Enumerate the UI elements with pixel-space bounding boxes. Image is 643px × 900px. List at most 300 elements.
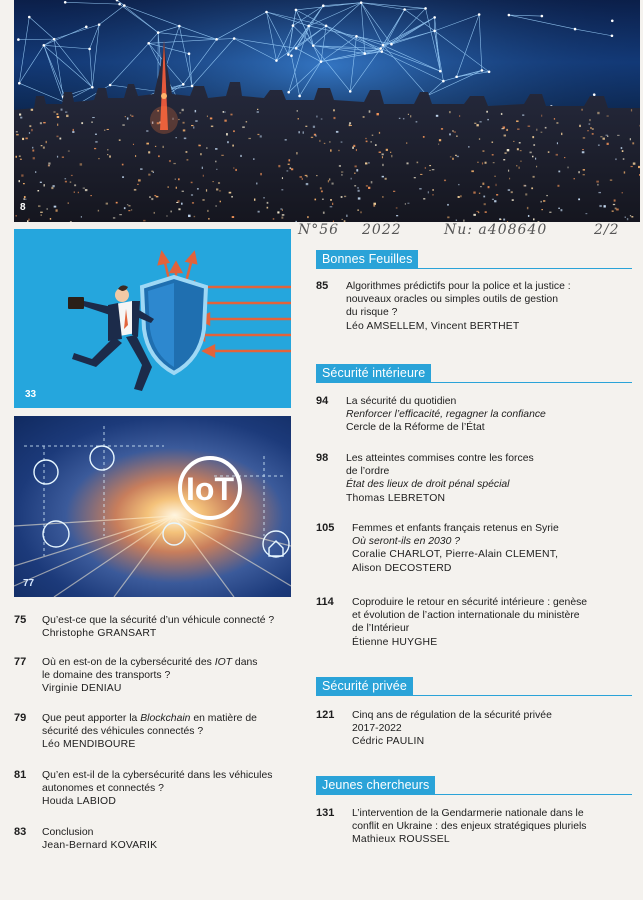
network-node bbox=[17, 38, 20, 41]
city-light bbox=[368, 187, 370, 189]
network-node bbox=[28, 16, 31, 19]
city-light bbox=[457, 156, 459, 157]
network-node bbox=[191, 85, 194, 88]
city-light bbox=[95, 141, 97, 142]
city-light bbox=[371, 141, 372, 142]
city-light bbox=[73, 129, 74, 131]
city-light bbox=[186, 151, 188, 153]
city-light bbox=[403, 118, 404, 119]
city-light bbox=[543, 200, 545, 202]
city-light bbox=[321, 118, 323, 119]
toc-page-number: 85 bbox=[316, 280, 329, 292]
city-light bbox=[173, 163, 175, 164]
city-light bbox=[333, 117, 335, 119]
city-network-illustration bbox=[14, 0, 640, 222]
toc-entry[interactable] bbox=[14, 826, 304, 856]
city-light bbox=[560, 209, 562, 211]
city-light bbox=[517, 148, 519, 150]
city-light bbox=[456, 220, 457, 221]
city-light bbox=[500, 219, 502, 220]
toc-entry[interactable] bbox=[316, 709, 636, 753]
city-light bbox=[365, 138, 366, 139]
toc-author: Étienne HUYGHE bbox=[352, 636, 438, 648]
city-light bbox=[322, 199, 324, 200]
city-light bbox=[131, 209, 132, 210]
city-light bbox=[83, 188, 85, 189]
city-light bbox=[171, 211, 172, 213]
city-light bbox=[122, 164, 124, 166]
city-light bbox=[625, 217, 626, 218]
city-light bbox=[548, 151, 550, 153]
city-light bbox=[52, 185, 54, 187]
city-light bbox=[306, 176, 308, 177]
city-light bbox=[503, 159, 505, 160]
city-light bbox=[454, 131, 456, 132]
city-light bbox=[557, 185, 559, 187]
city-light bbox=[349, 125, 351, 126]
city-light bbox=[356, 169, 358, 171]
city-light bbox=[487, 119, 489, 120]
network-node bbox=[360, 1, 363, 4]
city-light bbox=[80, 163, 82, 165]
network-node bbox=[85, 26, 88, 29]
city-light bbox=[192, 202, 194, 203]
toc-page-number: 98 bbox=[316, 452, 329, 464]
city-light bbox=[341, 171, 343, 172]
city-light bbox=[61, 109, 63, 111]
city-light bbox=[496, 194, 498, 195]
city-light bbox=[598, 145, 600, 146]
city-light bbox=[23, 183, 25, 184]
city-light bbox=[107, 129, 109, 130]
toc-entry[interactable] bbox=[316, 452, 636, 510]
city-light bbox=[535, 158, 536, 160]
city-light bbox=[109, 155, 111, 157]
toc-entry[interactable] bbox=[316, 807, 636, 851]
city-light bbox=[598, 192, 601, 193]
network-node bbox=[43, 44, 46, 47]
city-light bbox=[191, 194, 193, 196]
city-light bbox=[379, 132, 380, 134]
network-node bbox=[611, 20, 614, 23]
network-node bbox=[290, 54, 293, 57]
city-light bbox=[592, 128, 594, 130]
city-light bbox=[508, 189, 510, 190]
city-light bbox=[240, 155, 241, 157]
city-light bbox=[20, 117, 22, 119]
city-light bbox=[130, 115, 131, 116]
city-light bbox=[288, 164, 290, 165]
city-light bbox=[582, 149, 584, 150]
city-light bbox=[207, 210, 208, 212]
city-light bbox=[307, 216, 309, 218]
city-light bbox=[405, 203, 406, 204]
city-light bbox=[215, 205, 216, 206]
city-light bbox=[178, 178, 180, 180]
network-node bbox=[287, 53, 290, 56]
city-light bbox=[187, 159, 189, 160]
city-light bbox=[450, 156, 452, 157]
city-light bbox=[16, 134, 19, 135]
toc-entry[interactable] bbox=[14, 614, 304, 644]
city-light bbox=[504, 135, 506, 137]
city-light bbox=[263, 197, 264, 198]
city-light bbox=[127, 204, 128, 205]
city-light bbox=[202, 199, 204, 200]
city-light bbox=[622, 192, 623, 193]
city-light bbox=[74, 184, 76, 186]
city-light bbox=[399, 118, 401, 119]
city-light bbox=[140, 168, 142, 170]
city-light bbox=[212, 181, 214, 182]
toc-title-line: le domaine des transports ? bbox=[42, 670, 171, 682]
city-light bbox=[485, 162, 487, 164]
network-node bbox=[433, 16, 436, 19]
city-light bbox=[149, 196, 151, 197]
city-light bbox=[107, 149, 108, 150]
city-light bbox=[520, 160, 521, 162]
city-light bbox=[360, 211, 361, 213]
city-light bbox=[374, 205, 375, 206]
toc-title-line: nouveaux oracles ou simples outils de gestion bbox=[346, 294, 558, 306]
city-light bbox=[286, 170, 288, 171]
city-light bbox=[615, 158, 616, 160]
city-light bbox=[256, 183, 257, 185]
toc-author: Mathieux ROUSSEL bbox=[352, 834, 450, 846]
city-light bbox=[153, 172, 154, 173]
city-light bbox=[254, 199, 255, 201]
city-light bbox=[447, 204, 449, 206]
city-light bbox=[178, 208, 180, 210]
city-light bbox=[406, 162, 408, 164]
city-light bbox=[386, 149, 388, 151]
city-light bbox=[519, 142, 521, 143]
network-node bbox=[541, 15, 544, 18]
city-light bbox=[633, 162, 636, 164]
city-light bbox=[533, 144, 535, 146]
city-light bbox=[257, 134, 259, 135]
city-light bbox=[19, 180, 20, 182]
city-light bbox=[477, 162, 479, 163]
city-light bbox=[176, 137, 177, 138]
city-light bbox=[351, 178, 352, 180]
city-light bbox=[299, 176, 302, 177]
city-light bbox=[365, 162, 367, 164]
toc-entry[interactable] bbox=[316, 280, 636, 340]
city-light bbox=[282, 209, 283, 210]
city-light bbox=[368, 162, 369, 163]
city-light bbox=[511, 191, 513, 193]
city-light bbox=[122, 176, 124, 178]
city-light bbox=[116, 202, 118, 204]
city-light bbox=[38, 205, 40, 207]
city-light bbox=[357, 209, 359, 211]
city-light bbox=[541, 115, 542, 117]
city-light bbox=[188, 215, 191, 217]
toc-title-line: autonomes et connectés ? bbox=[42, 783, 164, 795]
toc-entry[interactable] bbox=[14, 656, 304, 700]
city-light bbox=[44, 184, 45, 186]
city-light bbox=[556, 154, 558, 156]
city-light bbox=[299, 131, 300, 133]
city-light bbox=[32, 147, 33, 149]
network-node bbox=[593, 93, 596, 96]
city-light bbox=[336, 131, 338, 133]
toc-title-line: 2017-2022 bbox=[352, 723, 402, 735]
city-light bbox=[455, 155, 457, 156]
city-light bbox=[476, 211, 478, 212]
section-header-bonnes-feuilles: Bonnes Feuilles bbox=[316, 250, 418, 269]
toc-page-number: 81 bbox=[14, 769, 27, 781]
city-light bbox=[257, 109, 258, 110]
city-light bbox=[589, 123, 591, 124]
network-node bbox=[298, 95, 301, 98]
city-light bbox=[31, 129, 33, 131]
city-light bbox=[624, 171, 625, 173]
city-light bbox=[355, 165, 357, 167]
city-light bbox=[396, 215, 398, 216]
network-node bbox=[109, 84, 112, 87]
city-light bbox=[316, 116, 317, 118]
city-light bbox=[297, 110, 298, 112]
city-light bbox=[131, 116, 133, 117]
city-light bbox=[162, 146, 164, 148]
city-light bbox=[385, 178, 387, 180]
city-light bbox=[226, 133, 228, 135]
city-light bbox=[631, 109, 632, 111]
city-light bbox=[479, 138, 480, 140]
city-light bbox=[632, 142, 634, 144]
city-light bbox=[260, 173, 262, 175]
city-light bbox=[25, 138, 27, 140]
city-light bbox=[507, 149, 510, 151]
city-light bbox=[432, 189, 434, 190]
city-light bbox=[248, 138, 251, 139]
city-light bbox=[549, 212, 551, 213]
network-node bbox=[379, 47, 382, 50]
city-light bbox=[176, 187, 177, 189]
city-light bbox=[134, 189, 136, 191]
city-light bbox=[232, 145, 234, 147]
city-light bbox=[216, 188, 218, 190]
network-node bbox=[265, 11, 268, 14]
city-light bbox=[267, 202, 269, 204]
network-node bbox=[64, 1, 67, 4]
city-light bbox=[122, 124, 124, 125]
city-light bbox=[119, 214, 122, 215]
city-light bbox=[528, 126, 531, 127]
toc-entry[interactable] bbox=[14, 769, 304, 813]
section-rule bbox=[316, 382, 632, 383]
toc-subtitle: État des lieux de droit pénal spécial bbox=[346, 479, 510, 491]
network-node bbox=[320, 60, 323, 63]
network-node bbox=[233, 37, 236, 40]
city-light bbox=[288, 159, 290, 161]
iot-network-drawing bbox=[14, 416, 291, 597]
city-light bbox=[148, 174, 150, 176]
toc-entry[interactable] bbox=[316, 395, 636, 439]
network-node bbox=[380, 50, 383, 53]
city-light bbox=[232, 216, 234, 218]
city-light bbox=[176, 202, 178, 203]
city-light bbox=[391, 155, 392, 157]
toc-page-number: 79 bbox=[14, 712, 27, 724]
city-light bbox=[344, 196, 346, 197]
toc-title-line: Coproduire le retour en sécurité intérieure : genèse bbox=[352, 597, 588, 608]
city-light bbox=[229, 192, 232, 194]
city-light bbox=[582, 151, 585, 153]
city-light bbox=[208, 218, 209, 220]
city-light bbox=[202, 167, 203, 169]
city-light bbox=[574, 178, 575, 179]
city-light bbox=[31, 109, 33, 111]
city-light bbox=[223, 111, 225, 112]
city-light bbox=[567, 167, 568, 169]
city-light bbox=[138, 179, 141, 181]
city-light bbox=[277, 211, 279, 213]
city-light bbox=[452, 130, 454, 131]
city-light bbox=[65, 178, 67, 179]
city-light bbox=[449, 111, 451, 113]
city-light bbox=[516, 165, 517, 166]
city-light bbox=[155, 146, 156, 147]
hero-city-network-image bbox=[14, 0, 640, 222]
toc-entry[interactable] bbox=[316, 596, 636, 654]
city-light bbox=[148, 151, 150, 153]
city-light bbox=[614, 199, 616, 201]
network-node bbox=[364, 52, 367, 55]
city-light bbox=[200, 153, 202, 155]
toc-author: Alison DECOSTERD bbox=[352, 562, 452, 574]
toc-page-number: 75 bbox=[14, 614, 27, 626]
city-light bbox=[533, 176, 535, 178]
city-light bbox=[607, 115, 609, 116]
city-light bbox=[128, 210, 130, 211]
city-light bbox=[324, 143, 326, 144]
toc-title-line: La sécurité du quotidien bbox=[346, 396, 457, 407]
city-light bbox=[194, 216, 196, 217]
city-light bbox=[447, 216, 449, 218]
city-light bbox=[513, 141, 514, 142]
city-light bbox=[512, 199, 514, 200]
city-light bbox=[59, 138, 61, 140]
city-light bbox=[233, 130, 235, 132]
city-light bbox=[329, 141, 331, 142]
network-node bbox=[355, 35, 358, 38]
city-light bbox=[125, 116, 126, 117]
city-light bbox=[78, 192, 79, 193]
cyber-shield-illustration bbox=[14, 229, 291, 408]
city-light bbox=[540, 201, 541, 203]
city-light bbox=[493, 162, 495, 163]
city-light bbox=[341, 141, 343, 142]
toc-page-number: 94 bbox=[316, 395, 329, 407]
city-light bbox=[333, 109, 335, 111]
toc-title-line: Femmes et enfants français retenus en Syrie bbox=[352, 523, 559, 534]
city-light bbox=[478, 212, 479, 213]
city-light bbox=[56, 209, 58, 211]
city-light bbox=[71, 175, 73, 176]
city-light bbox=[371, 181, 373, 183]
city-light bbox=[532, 156, 533, 158]
city-light bbox=[458, 184, 459, 185]
city-light bbox=[29, 132, 30, 133]
city-light bbox=[488, 186, 490, 188]
city-light bbox=[406, 142, 407, 144]
city-light bbox=[419, 188, 421, 189]
city-light bbox=[267, 207, 269, 209]
city-light bbox=[166, 215, 167, 216]
city-light bbox=[179, 112, 181, 113]
city-light bbox=[184, 138, 186, 140]
city-light bbox=[24, 196, 26, 198]
city-light bbox=[597, 112, 599, 114]
city-light bbox=[281, 189, 283, 190]
city-light bbox=[216, 169, 217, 170]
city-light bbox=[178, 119, 180, 120]
city-light bbox=[90, 195, 91, 196]
toc-page-number: 105 bbox=[316, 522, 335, 534]
toc-title-line: Les atteintes commises contre les forces bbox=[346, 453, 534, 464]
city-light bbox=[68, 151, 70, 152]
city-light bbox=[597, 184, 598, 186]
city-light bbox=[583, 137, 585, 139]
network-node bbox=[182, 83, 185, 86]
city-light bbox=[315, 135, 316, 137]
city-light bbox=[536, 166, 537, 168]
network-node bbox=[312, 44, 315, 47]
city-light bbox=[517, 129, 519, 130]
city-light bbox=[56, 113, 58, 115]
city-light bbox=[313, 126, 315, 128]
toc-page-number: 114 bbox=[316, 596, 334, 608]
network-node bbox=[439, 70, 442, 73]
city-light bbox=[516, 120, 518, 122]
section-header-jeunes-chercheurs: Jeunes chercheurs bbox=[316, 776, 435, 795]
city-light bbox=[610, 180, 612, 181]
toc-title-line: de l’ordre bbox=[346, 466, 390, 478]
city-light bbox=[332, 183, 334, 185]
city-light bbox=[357, 187, 359, 189]
city-light bbox=[195, 120, 197, 122]
city-light bbox=[43, 147, 45, 149]
network-node bbox=[287, 91, 290, 94]
city-light bbox=[81, 216, 82, 218]
city-light bbox=[482, 150, 484, 151]
toc-title-line: Où en est-on de la cybersécurité des IOT dans bbox=[42, 657, 258, 668]
city-light bbox=[354, 173, 356, 174]
city-light bbox=[133, 144, 134, 145]
city-light bbox=[607, 143, 609, 145]
city-light bbox=[484, 203, 486, 205]
toc-page-number: 77 bbox=[14, 656, 27, 668]
toc-entry[interactable] bbox=[14, 712, 304, 756]
city-light bbox=[316, 175, 317, 176]
toc-entry[interactable] bbox=[316, 522, 636, 580]
city-light bbox=[221, 155, 223, 156]
toc-page-number: 131 bbox=[316, 807, 335, 819]
city-light bbox=[330, 199, 332, 201]
city-light bbox=[408, 114, 409, 115]
toc-subtitle: Renforcer l’efficacité, regagner la confiance bbox=[346, 409, 546, 421]
network-node bbox=[424, 7, 427, 10]
city-light bbox=[501, 128, 503, 129]
toc-title-line: conflit en Ukraine : des enjeux stratégiques pluriels bbox=[352, 821, 587, 833]
city-light bbox=[195, 110, 196, 112]
city-light bbox=[22, 138, 24, 140]
city-light bbox=[146, 143, 149, 145]
city-light bbox=[91, 121, 92, 123]
